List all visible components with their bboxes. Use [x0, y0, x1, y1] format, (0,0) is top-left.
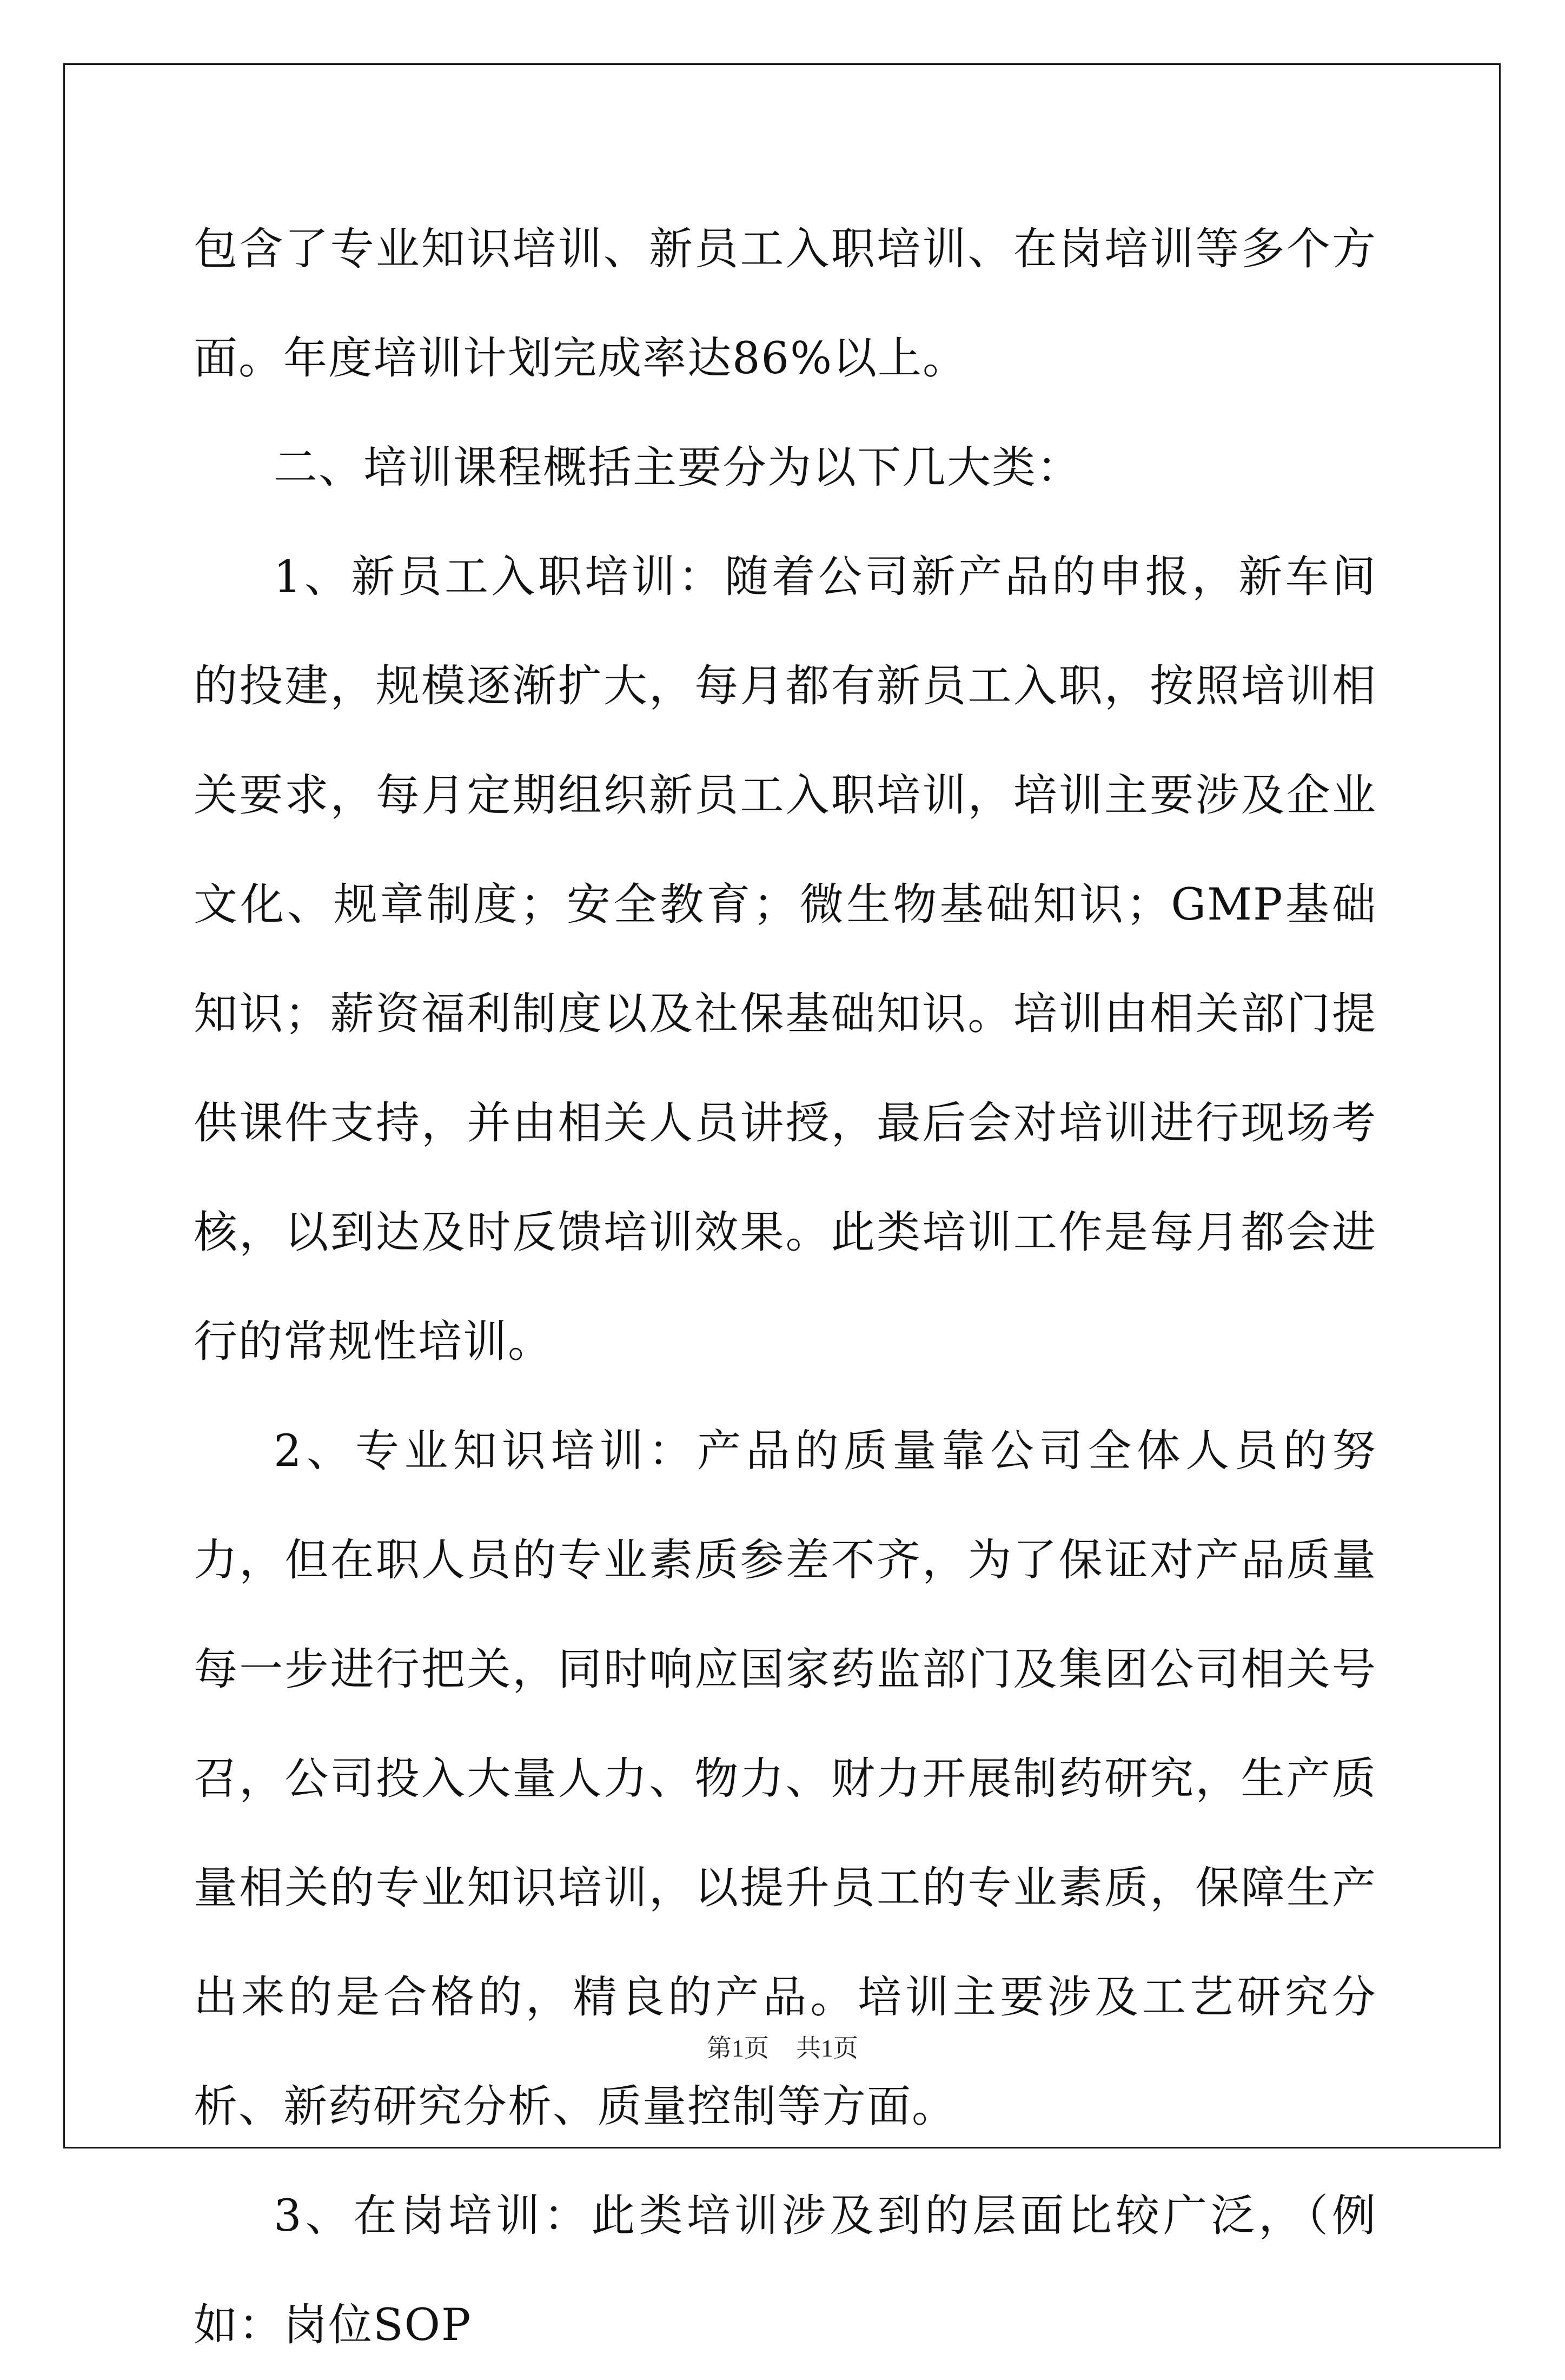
- paragraph-4: 2、专业知识培训：产品的质量靠公司全体人员的努力，但在职人员的专业素质参差不齐，为了保证对产品质量每一步进行把关，同时响应国家药监部门及集团公司相关号召，公司投入大量人力、物力、财力开展制药研究，生产质量相关的专业知识培训，以提升员工的专业素质，保障生产出来的是合格的，精良的产品。培训主要涉及工艺研究分析、新药研究分析、质量控制等方面。: [194, 1426, 1377, 2132]
- page-number: 第1页: [707, 2034, 769, 2062]
- paragraph-1: 包含了专业知识培训、新员工入职培训、在岗培训等多个方面。年度培训计划完成率达86%以上。: [194, 224, 1377, 384]
- page-total: 共1页: [796, 2034, 858, 2062]
- paragraph-5: 3、在岗培训：此类培训涉及到的层面比较广泛，（例如：岗位SOP: [194, 2191, 1377, 2351]
- paragraph-3: 1、新员工入职培训：随着公司新产品的申报，新车间的投建，规模逐渐扩大，每月都有新员工入职，按照培训相关要求，每月定期组织新员工入职培训，培训主要涉及企业文化、规章制度；安全教育；微生物基础知识；GMP基础知识；薪资福利制度以及社保基础知识。培训由相关部门提供课件支持，并由相关人员讲授，最后会对培训进行现场考核，以到达及时反馈培训效果。此类培训工作是每月都会进行的常规性培训。: [194, 552, 1377, 1367]
- paragraph-2: 二、培训课程概括主要分为以下几大类：: [274, 442, 1082, 493]
- page-footer: [0, 2028, 1565, 2064]
